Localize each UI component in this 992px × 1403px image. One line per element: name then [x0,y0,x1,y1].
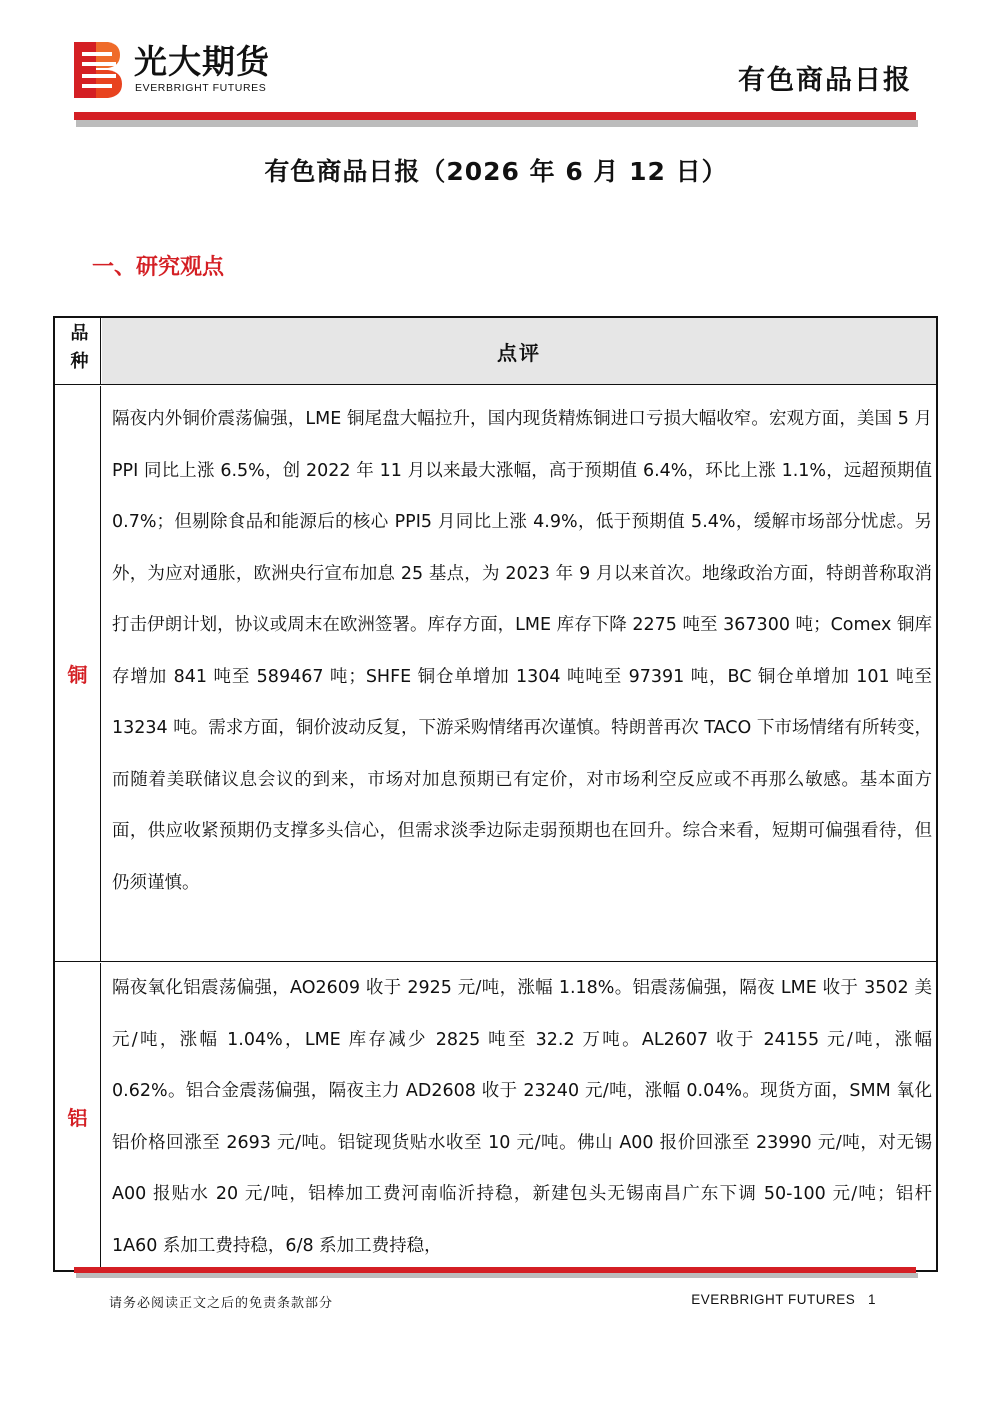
brand-name-cn: 光大期货 [134,42,270,81]
variety-column-header [55,318,101,384]
table-header [55,318,936,385]
variety-label: 铝 [55,963,101,1270]
header-rule-shadow [76,120,918,127]
variety-label: 铜 [55,386,101,961]
comment-text: 隔夜氧化铝震荡偏强，AO2609 收于 2925 元/吨，涨幅 1.18%。铝震荡偏强，隔夜 LME 收于 3502 美元/吨，涨幅 1.04%，LME 库存减少 2825 吨至 32.2 万吨。AL2607 收于 24155 元/吨，涨幅 0.62%。铝合金震荡偏强，隔夜主力 AD2608 收于 23240 元/吨，涨幅 0.04%。现货方面，SMM 氧化铝价格回涨至 2693 元/吨。铝锭现货贴水收至 10 元/吨。佛山 A00 报价回涨至 23990 元/吨，对无锡 A00 报贴水 20 元/吨，铝棒加工费河南临沂持稳，新建包头无锡南昌广东下调 50-100 元/吨；铝杆 1A60 系加工费持稳，6/8 系加工费持稳， [112,978,932,1256]
brand-name-en: EVERBRIGHT FUTURES [135,82,267,94]
document-title: 有色商品日报（2026 年 6 月 12 日） [264,157,728,186]
table-row-copper [55,386,936,962]
page-number: 1 [867,1292,876,1307]
header-rule [74,112,916,120]
footer-brand-page [691,1292,876,1307]
variety-header-label: 品种 [67,323,89,379]
footer-rule-shadow [76,1273,918,1278]
footer-brand: EVERBRIGHT FUTURES [691,1292,856,1307]
disclaimer-note: 请务必阅读正文之后的免责条款部分 [109,1296,334,1311]
section-heading: 一、研究观点 [92,255,225,280]
report-name: 有色商品日报 [738,65,912,96]
commentary-table [53,316,938,1272]
comment-column-header: 点评 [102,318,936,384]
everbright-logo-icon [74,42,122,98]
page-header [0,0,992,130]
comment-text: 隔夜内外铜价震荡偏强，LME 铜尾盘大幅拉升，国内现货精炼铜进口亏损大幅收窄。宏观方面，美国 5 月 PPI 同比上涨 6.5%，创 2022 年 11 月以来最大涨幅，高于预期值 6.4%，环比上涨 1.1%，远超预期值 0.7%；但剔除食品和能源后的核心 PPI5 月同比上涨 4.9%，低于预期值 5.4%，缓解市场部分忧虑。另外，为应对通胀，欧洲央行宣布加息 25 基点，为 2023 年 9 月以来首次。地缘政治方面，特朗普称取消打击伊朗计划，协议或周末在欧洲签署。库存方面，LME 库存下降 2275 吨至 367300 吨；Comex 铜库存增加 841 吨至 589467 吨；SHFE 铜仓单增加 1304 吨吨至 97391 吨，BC 铜仓单增加 101 吨至 13234 吨。需求方面，铜价波动反复，下游采购情绪再次谨慎。特朗普再次 TACO 下市场情绪有所转变，而随着美联储议息会议的到来，市场对加息预期已有定价，对市场利空反应或不再那么敏感。基本面方面，供应收紧预期仍支撑多头信心，但需求淡季边际走弱预期也在回升。综合来看，短期可偏强看待，但仍须谨慎。 [112,409,932,893]
table-row-aluminum [55,963,936,1270]
